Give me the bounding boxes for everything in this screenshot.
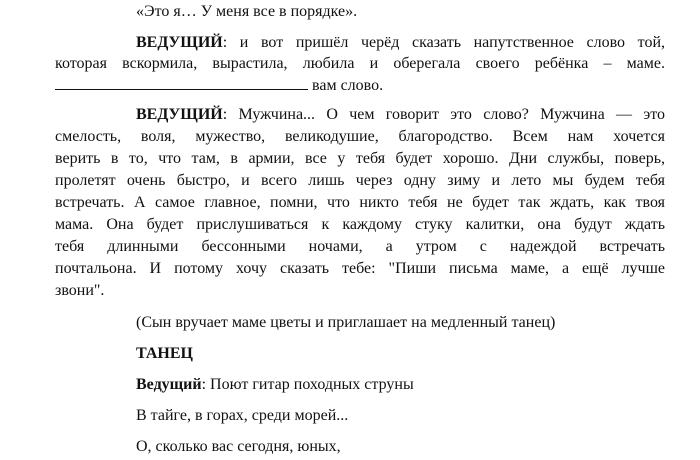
host-speech-line-5: [55, 193, 665, 213]
host-speech-line-9: [55, 281, 665, 301]
paragraph-text: вам слово.: [312, 77, 384, 94]
stage-direction: [136, 313, 665, 333]
paragraph-text: почтальона. И потому хочу сказать тебе: "Пиши письма маме, а ещё лучше: [55, 260, 665, 277]
verse-text: О, сколько вас сегодня, юных,: [136, 438, 341, 455]
quote-text: «Это я… У меня все в порядке».: [136, 3, 358, 20]
speaker-label: Ведущий: [136, 376, 202, 393]
paragraph-text: : и вот пришёл черёд сказать напутственное слово той,: [222, 34, 665, 51]
host-speech-line-4: [55, 171, 665, 191]
fill-in-blank: [55, 75, 308, 90]
paragraph-text: мама. Она будет прислушиваться к каждому стуку калитки, она будут ждать: [55, 216, 665, 233]
host-line-3: [55, 75, 665, 95]
paragraph-text: звони".: [55, 282, 105, 299]
host-speech-line-6: [55, 215, 665, 235]
stage-direction-text: (Сын вручает маме цветы и приглашает на медленный танец): [136, 314, 556, 331]
paragraph-text: тебя длинными бессонными ночами, а утром с надеждой встречать: [55, 238, 665, 255]
host-speech-line-8: [55, 259, 665, 279]
paragraph-text: которая вскормила, вырастила, любила и оберегала своего ребёнка – маме.: [55, 55, 665, 72]
paragraph-text: верить в то, что там, в армии, все у тебя будет хорошо. Дни службы, поверь,: [55, 150, 665, 167]
host-speech-line-3: [55, 149, 665, 169]
paragraph-text: встречать. А самое главное, помни, что никто тебя не будет так ждать, как твоя: [55, 194, 665, 211]
speaker-label: ВЕДУЩИЙ: [136, 34, 223, 51]
verse-line-3: [136, 437, 665, 457]
host-line-2: [55, 54, 665, 74]
verse-text: В тайге, в горах, среди морей...: [136, 407, 349, 424]
paragraph-text: смелость, воля, мужество, великодушие, благородство. Всем нам хочется: [55, 128, 665, 145]
verse-line-2: [136, 406, 665, 426]
quote-line: [136, 2, 665, 22]
host-speech-line-2: [55, 127, 665, 147]
dance-heading: ТАНЕЦ: [136, 345, 193, 362]
paragraph-text: : Мужчина... О чем говорит это слово? Мужчина — это: [222, 106, 665, 123]
section-heading: [136, 344, 665, 364]
host-speech-line-1: [136, 105, 665, 125]
verse-text: : Поют гитар походных струны: [201, 376, 414, 393]
paragraph-text: пролетят очень быстро, и всего лишь через одну зиму и лето мы будем тебя: [55, 172, 665, 189]
host-speech-line-7: [55, 237, 665, 257]
verse-line-1: [136, 375, 665, 395]
speaker-label: ВЕДУЩИЙ: [136, 106, 223, 123]
host-line-1: [136, 33, 665, 53]
